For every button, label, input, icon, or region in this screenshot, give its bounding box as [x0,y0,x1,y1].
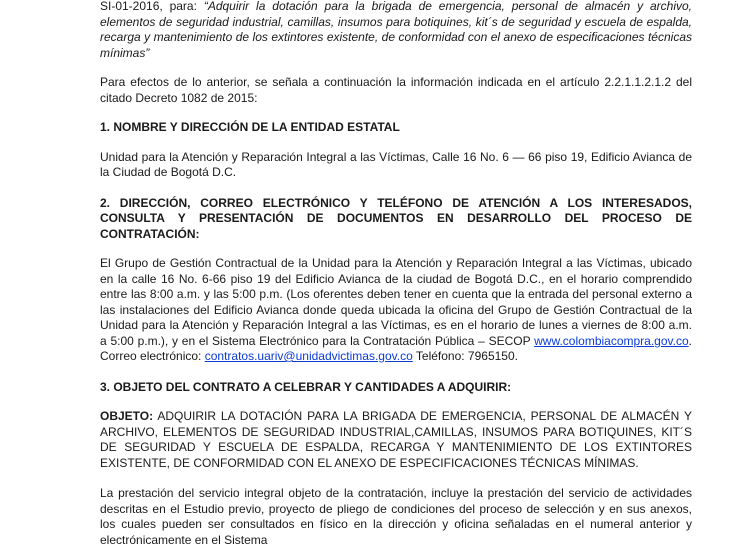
section-2-body-end: Teléfono: 7965150. [412,349,518,363]
objeto-paragraph [100,409,692,471]
intro-object-quote: “Adquirir la dotación para la brigada de emergencia, personal de almacén y archivo, elementos de seguridad industrial, camillas, insumos para botiquines, kit´s de seguridad y escuela de espalda, recarga y mantenimiento de los extintores existente, de conformidad con el anexo de especificaciones técnicas mínimas” [100,0,692,60]
email-link[interactable]: contratos.uariv@unidadvictimas.gov.co [204,349,413,363]
colombiacompra-link[interactable]: www.colombiacompra.gov.co [534,333,689,348]
section-2-body-mid: . Correo electrónico: [100,333,692,363]
objeto-text: ADQUIRIR LA DOTACIÓN PARA LA BRIGADA DE EMERGENCIA, PERSONAL DE ALMACÉN Y ARCHIVO, ELEMENTOS DE SEGURIDAD INDUSTRIAL,CAMILLAS, INSUMOS PARA BOTIQUINES, KIT´S DE SEGURIDAD Y ESCUELA DE ESPALDA, RECARGA Y MANTENIMIENTO DE LOS EXTINTORES EXISTENTE, DE CONFORMIDAD CON EL ANEXO DE ESPECIFICACIONES TÉCNICAS MÍNIMAS. [100,409,692,470]
intro-paragraph [100,0,692,61]
section-3-heading: 3. OBJETO DEL CONTRATO A CELEBRAR Y CANTIDADES A ADQUIRIR: [100,379,512,394]
section-1-body: Unidad para la Atención y Reparación Integral a las Víctimas, Calle 16 No. 6 — 66 piso 19, Edificio Avianca de la Ciudad de Bogotá D.C. [100,149,692,179]
para-efectos: Para efectos de lo anterior, se señala a continuación la información indicada en el artículo 2.2.1.1.2.1.2 del citado Decreto 1082 de 2015: [100,75,692,105]
document-body [100,0,692,548]
prestacion-paragraph: La prestación del servicio integral objeto de la contratación, incluye la prestación del servicio de actividades descritas en el Estudio previo, proyecto de pliego de condiciones del proceso de selección y en sus anexos, los cuales pueden ser consultados en físico en la dirección y oficina señaladas en el numeral anterior y electrónicamente en el Sistema [100,486,692,547]
section-2-body [100,256,692,365]
section-1-heading: 1. NOMBRE Y DIRECCIÓN DE LA ENTIDAD ESTATAL [100,120,400,134]
section-2-body-start: El Grupo de Gestión Contractual de la Unidad para la Atención y Reparación Integral a las Víctimas, ubicado en la calle 16 No. 6-66 piso 19 del Edificio Avianca de la ciudad de Bogotá D.C., en el horario comprendido entre las 8:00 a.m. y las 5:00 p.m. (Los oferentes deben tener en cuenta que la entrada del personal externo a las instalaciones del Edificio Avianca donde queda ubicada la oficina del Grupo de Gestión Contractual de la Unidad para la Atención y Reparación Integral a las Víctimas, es en el horario de lunes a viernes de 8:00 a.m. a 5:00 p.m.), y en el Sistema Electrónico para la Contratación Pública – SECOP [100,256,692,348]
intro-prefix: SI-01-2016, para: [100,0,204,13]
section-2-heading: 2. DIRECCIÓN, CORREO ELECTRÓNICO Y TELÉFONO DE ATENCIÓN A LOS INTERESADOS, CONSULTA Y PRESENTACIÓN DE DOCUMENTOS EN DESARROLLO DEL PROCESO DE CONTRATACIÓN: [100,195,692,241]
objeto-label: OBJETO: [100,409,154,423]
